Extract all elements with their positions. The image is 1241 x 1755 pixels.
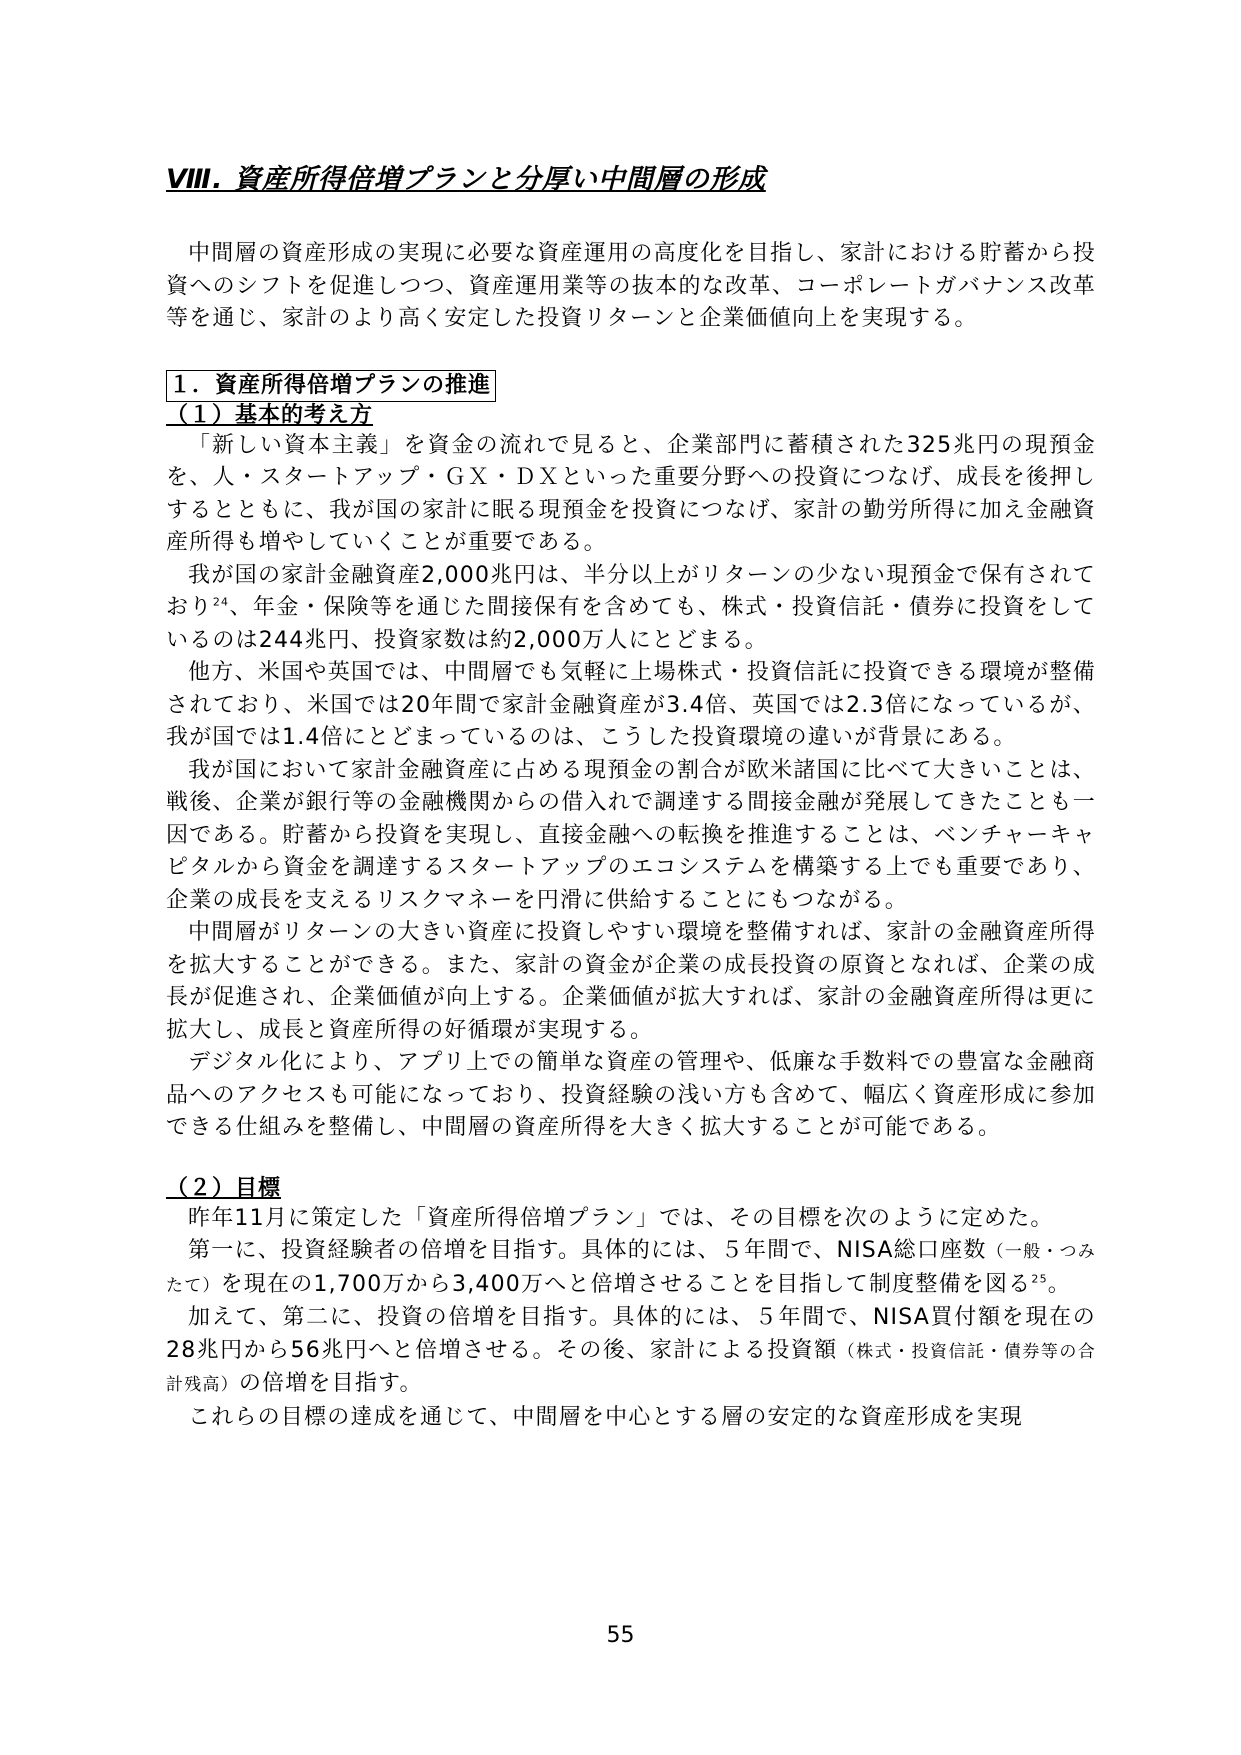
paragraph: これらの目標の達成を通じて、中間層を中心とする層の安定的な資産形成を実現	[188, 1404, 1023, 1430]
paragraph: 他方、米国や英国では、中間層でも気軽に上場株式・投資信託に投資できる環境が整備されており、米国では20年間で家計金融資産が3.4倍、英国では2.3倍になっているが、我が国では1.4倍にとどまっているのは、こうした投資環境の違いが背景にある。	[166, 660, 1096, 750]
chapter-intro	[166, 238, 1096, 336]
paragraph-text: 、年金・保険等を通じた間接保有を含めても、株式・投資信託・債券に投資をしているのは244兆円、投資家数は約2,000万人にとどまる。	[166, 595, 1096, 653]
subsection-heading: （２）目標	[166, 1175, 282, 1201]
spacer	[166, 1145, 1096, 1175]
paragraph-note: （一般・つみたて）	[166, 1242, 1096, 1296]
footnote-ref[interactable]: 25	[1031, 1272, 1048, 1286]
paragraph-note: （株式・投資信託・債券等の合計残高）	[166, 1341, 1096, 1395]
paragraph-text: 。	[1047, 1271, 1071, 1297]
paragraph	[166, 560, 1096, 658]
paragraph	[166, 1235, 1096, 1302]
paragraph: 「新しい資本主義」を資金の流れで見ると、企業部門に蓄積された325兆円の現預金を、人・スタートアップ・ＧＸ・ＤＸといった重要分野への投資につなげ、成長を後押しするとともに、我が国の家計に眠る現預金を投資につなげ、家計の勤労所得に加え金融資産所得も増やしていくことが重要である。	[166, 432, 1096, 555]
section-title-box: １．資産所得倍増プランの推進	[166, 370, 496, 402]
footnote-ref[interactable]: 24	[212, 595, 230, 609]
paragraph	[166, 1302, 1096, 1402]
chapter-title: Ⅷ. 資産所得倍増プランと分厚い中間層の形成	[166, 164, 766, 195]
paragraph-text: の倍増を目指す。	[238, 1371, 423, 1396]
paragraph-text: 加えて、第二に、投資の倍増を目指す。具体的には、５年間で、NISA買付額を現在の28兆円から56兆円へと倍増させる。その後、家計による投資額	[166, 1305, 1096, 1363]
paragraph: 中間層がリターンの大きい資産に投資しやすい環境を整備すれば、家計の金融資産所得を拡大することができる。また、家計の資金が企業の成長投資の原資となれば、企業の成長が促進され、企業価値が向上する。企業価値が拡大すれば、家計の金融資産所得は更に拡大し、成長と資産所得の好循環が実現する。	[166, 920, 1096, 1043]
paragraph-text: 第一に、投資経験者の倍増を目指す。具体的には、５年間で、NISA総口座数	[188, 1238, 987, 1263]
paragraph: デジタル化により、アプリ上での簡単な資産の管理や、低廉な手数料での豊富な金融商品へのアクセスも可能になっており、投資経験の浅い方も含めて、幅広く資産形成に参加できる仕組みを整備し、中間層の資産所得を大きく拡大することが可能である。	[166, 1050, 1096, 1140]
subsection-targets	[166, 1175, 1096, 1435]
paragraph: 昨年11月に策定した「資産所得倍増プラン」では、その目標を次のように定めた。	[188, 1205, 1054, 1231]
page-number: 55	[606, 1623, 635, 1648]
subsection-heading: （１）基本的考え方	[166, 402, 374, 428]
intro-paragraph: 中間層の資産形成の実現に必要な資産運用の高度化を目指し、家計における貯蓄から投資へのシフトを促進しつつ、資産運用業等の抜本的な改革、コーポレートガバナンス改革等を通じ、家計のより高く安定した投資リターンと企業価値向上を実現する。	[166, 241, 1096, 331]
paragraph: 我が国において家計金融資産に占める現預金の割合が欧米諸国に比べて大きいことは、戦後、企業が銀行等の金融機関からの借入れで調達する間接金融が発展してきたことも一因である。貯蓄から投資を実現し、直接金融への転換を推進することは、ベンチャーキャピタルから資金を調達するスタートアップのエコシステムを構築する上でも重要であり、企業の成長を支えるリスクマネーを円滑に供給することにもつながる。	[166, 757, 1096, 913]
subsection-basic-approach	[166, 402, 1096, 1145]
paragraph-text: 我が国の家計金融資産2,000兆円は、半分以上がリターンの少ない現預金で保有されており	[166, 562, 1096, 620]
paragraph-text: を現在の1,700万から3,400万へと倍増させることを目指して制度整備を図る	[220, 1271, 1032, 1297]
document-page	[166, 160, 1096, 1434]
